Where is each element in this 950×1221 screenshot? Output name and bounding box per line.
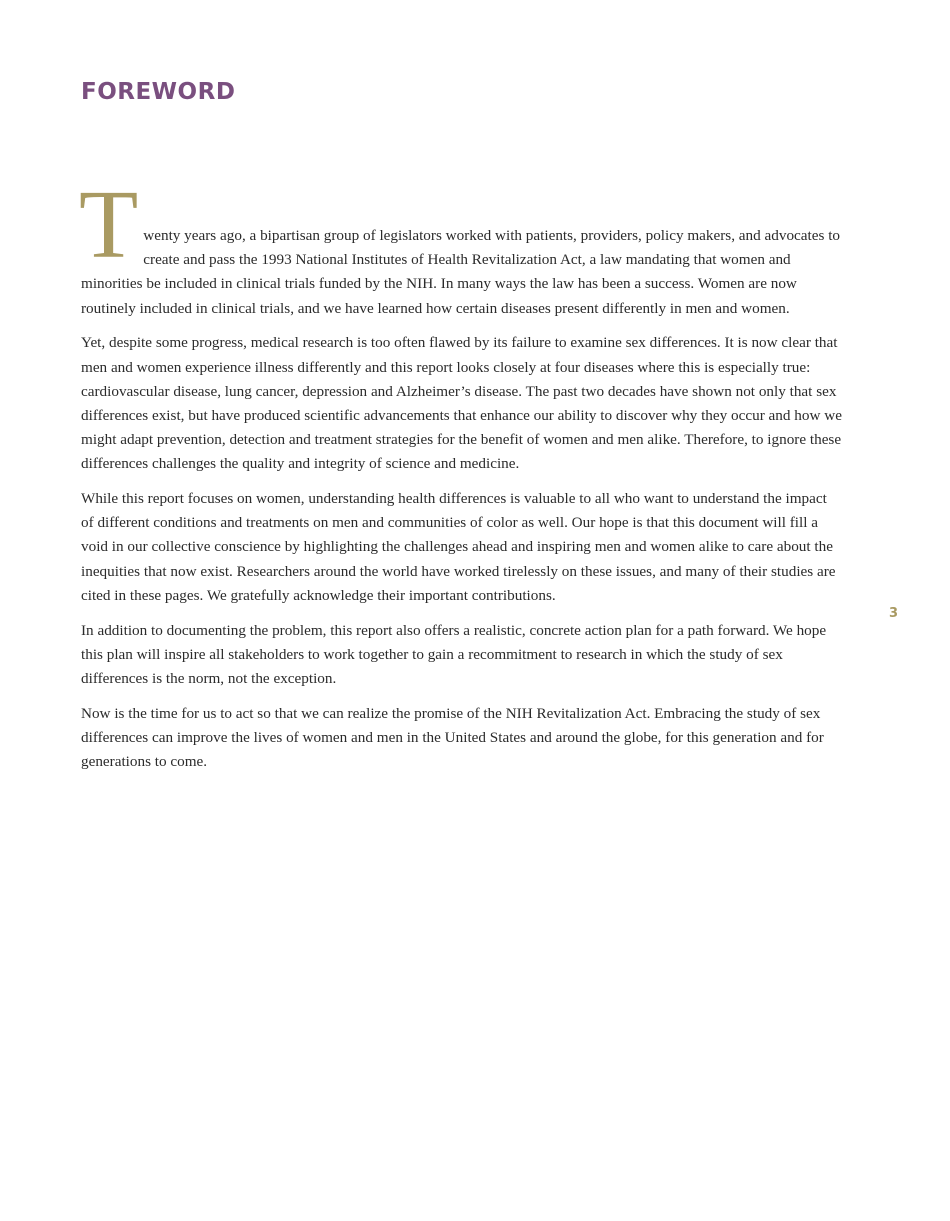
paragraph-5: Now is the time for us to act so that we can realize the promise of the NIH Revitalization Act. Embracing the study of sex differences can improve the lives of women and men in the United States and around the globe, for this generation and for generations to come. xyxy=(81,704,824,771)
page-title: FOREWORD xyxy=(81,79,236,105)
paragraph-3: While this report focuses on women, understanding health differences is valuable to all who want to understand the impact of different conditions and treatments on men and communities of color as well. Our hope is that this document will fill a void in our collective conscience by highlighting the challenges ahead and inspiring men and women alike to care about the inequities that now exist. Researchers around the world have worked tirelessly on these issues, and many of their studies are cited in these pages. We gratefully acknowledge their important contributions. xyxy=(81,490,836,604)
foreword-body xyxy=(79,171,843,785)
paragraph-1-text: wenty years ago, a bipartisan group of legislators worked with patients, providers, policy makers, and advocates to create and pass the 1993 National Institutes of Health Revitalization Act, a law mandating that women and minorities be included in clinical trials funded by the NIH. In many ways the law has been a success. Women are now routinely included in clinical trials, and we have learned how certain diseases present differently in men and women. xyxy=(81,227,841,317)
page-number: 3 xyxy=(889,606,899,621)
paragraph-2: Yet, despite some progress, medical research is too often flawed by its failure to examine sex differences. It is now clear that men and women experience illness differently and this report looks closely at four diseases where this is especially true: cardiovascular disease, lung cancer, depression and Alzheimer’s disease. The past two decades have shown not only that sex differences exist, but have produced scientific advancements that enhance our ability to discover why they occur and how we might adapt prevention, detection and treatment strategies for the benefit of women and men alike. Therefore, to ignore these differences challenges the quality and integrity of science and medicine. xyxy=(81,334,842,473)
paragraph-4: In addition to documenting the problem, this report also offers a realistic, concrete action plan for a path forward. We hope this plan will inspire all stakeholders to work together to gain a recommitment to research in which the study of sex differences is the norm, not the exception. xyxy=(81,621,827,687)
drop-cap: T xyxy=(79,171,139,278)
paragraph-1 xyxy=(79,171,843,321)
